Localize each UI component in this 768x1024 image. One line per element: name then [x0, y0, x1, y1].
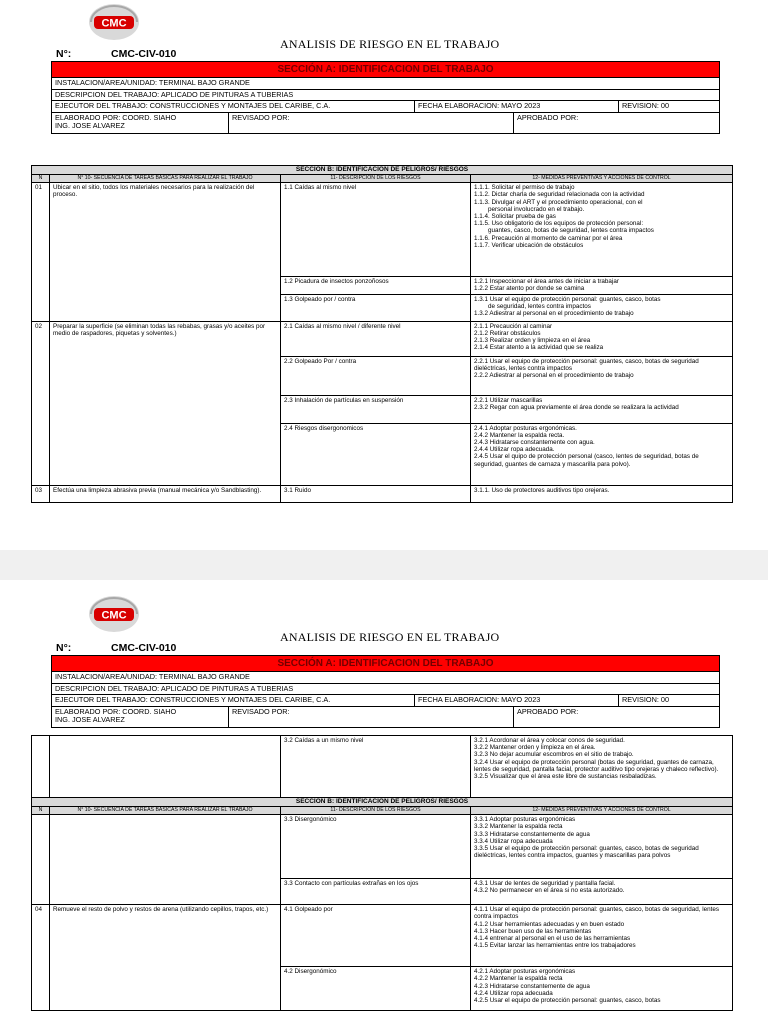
header-block — [51, 48, 720, 134]
col-measures: 12- MEDIDAS PREVENTIVAS Y ACCIONES DE CONTROL — [471, 175, 733, 183]
section-b-title: SECCION B: IDENTIFICACION DE PELIGROS/ RIESGOS — [32, 166, 733, 175]
prepared-by: ELABORADO POR: COORD. SIAHO ING. JOSE ALVAREZ — [52, 707, 229, 727]
signatures-row — [51, 113, 720, 134]
installation-text: INSTALACION/AREA/UNIDAD: TERMINAL BAJO GRANDE — [55, 672, 250, 681]
description-row — [51, 90, 720, 102]
row-number: 01 — [32, 183, 50, 321]
measures-list: 4.3.1 Usar de lentes de seguridad y pantalla facial. 4.3.2 No permanecer en el área si no esta autorizado. — [471, 879, 733, 905]
section-a-banner — [51, 655, 720, 672]
doc-number-value: CMC-CIV-010 — [111, 642, 177, 654]
cmc-logo-icon — [88, 595, 140, 633]
measures-list: 4.2.1 Adoptar posturas ergonómicas 4.2.2 Mantener la espalda recta 4.2.3 Hidratarse constantemente de agua 4.2.4 Utilizar ropa adecuada 4.2.5 Usar el equipo de protección personal: guantes, casco, botas — [471, 967, 733, 1011]
risk-table-1 — [31, 165, 733, 503]
executor-row — [51, 695, 720, 707]
risk-text: 4.1 Golpeado por — [281, 905, 471, 967]
table-row — [32, 321, 733, 356]
cmc-logo — [88, 595, 140, 633]
risk-text: 2.4 Riesgos disergonomicos — [281, 423, 471, 485]
doc-number-value: CMC-CIV-010 — [111, 48, 177, 60]
header-block — [51, 642, 720, 728]
risk-text: 1.1 Caídas al mismo nivel — [281, 183, 471, 277]
table-row — [32, 183, 733, 277]
section-b-row — [32, 798, 733, 807]
table-row — [32, 905, 733, 967]
doc-title: ANALISIS DE RIESGO EN EL TRABAJO — [280, 37, 500, 51]
measures-list: 2.2.1 Usar el equipo de protección personal: guantes, casco, botas de seguridad dieléctricas, lentes contra impactos 2.2.2 Adiestrar al personal en el procedimiento de trabajo — [471, 356, 733, 395]
description-text: DESCRIPCION DEL TRABAJO: APLICADO DE PINTURAS A TUBERIAS — [55, 683, 294, 693]
doc-title: ANALISIS DE RIESGO EN EL TRABAJO — [280, 630, 500, 644]
svg-text:CMC: CMC — [101, 609, 127, 622]
table-row — [32, 815, 733, 879]
col-tasks: N° 10- SECUENCIA DE TAREAS BÁSICAS PARA REALIZAR EL TRABAJO — [50, 175, 281, 183]
installation-text: INSTALACION/AREA/UNIDAD: TERMINAL BAJO GRANDE — [55, 78, 250, 87]
cmc-logo-icon — [88, 3, 140, 41]
section-a-banner — [51, 61, 720, 78]
measures-list: 4.1.1 Usar el equipo de protección personal: guantes, casco, botas de seguridad, lentes contra impactos 4.1.2 Usar herramientas adecuadas y en buen estado 4.1.3 Hacer buen uso de las herramientas 4.1.4 entrenar al personal en el uso de las herramientas 4.1.5 Evitar lanzar las herramientas entre los trabajadores — [471, 905, 733, 967]
description-text: DESCRIPCION DEL TRABAJO: APLICADO DE PINTURAS A TUBERIAS — [55, 89, 294, 99]
risk-text: 3.2 Caídas a un mismo nivel — [281, 736, 471, 798]
measures-list: 1.2.1 Inspeccionar el área antes de iniciar a trabajar 1.2.2 Estar atento por donde se camina — [471, 277, 733, 294]
table-row — [32, 485, 733, 502]
risk-text: 1.3 Golpeado por / contra — [281, 294, 471, 321]
task-text: Ubicar en el sitio, todos los materiales necesarios para la realización del proceso. — [50, 183, 281, 321]
risk-text: 4.2 Disergonómico — [281, 967, 471, 1011]
task-text: Preparar la superficie (se eliminan todas las rebabas, grasas y/o aceites por medio de raspadores, piquetas y solventes.) — [50, 321, 281, 485]
col-n: N — [32, 175, 50, 183]
section-a-title: SECCIÓN A: IDENTIFICACION DEL TRABAJO — [277, 64, 494, 75]
measures-list: 3.2.1 Acordonar el área y colocar conos de seguridad. 3.2.2 Mantener orden y limpieza en el área. 3.2.3 No dejar acumular escombros en el sitio de trabajo. 3.2.4 Usar el equipo de protección personal (botas de seguridad, guantes de carnaza, lentes de seguridad, pantalla facial, protector auditivo tipo orejeras y chaleco reflectivo). 3.2.5 Visualizar que el área este libre de sustancias resbaladizas. — [471, 736, 733, 798]
column-header-row — [32, 175, 733, 183]
row-number — [32, 736, 50, 798]
risk-text: 3.3 Contacto con partículas extrañas en los ojos — [281, 879, 471, 905]
svg-text:CMC: CMC — [101, 17, 127, 30]
executor-text: EJECUTOR DEL TRABAJO: CONSTRUCCIONES Y MONTAJES DEL CARIBE, C.A. — [52, 695, 415, 706]
measures-list: 2.2.1 Utilizar mascarillas 2.3.2 Regar con agua previamente el área donde se realizara la actividad — [471, 395, 733, 423]
installation-row — [51, 672, 720, 684]
col-risks: 11- DESCRIPCIÓN DE LOS RIESGOS — [281, 807, 471, 815]
section-a-title: SECCIÓN A: IDENTIFICACION DEL TRABAJO — [277, 658, 494, 669]
col-measures: 12- MEDIDAS PREVENTIVAS Y ACCIONES DE CONTROL — [471, 807, 733, 815]
task-text: Remueve el resto de polvo y restos de arena (utilizando cepillos, trapos, etc.) — [50, 905, 281, 1011]
measures-list: 1.1.1. Solicitar el permiso de trabajo 1.1.2. Dictar charla de seguridad relacionada con la actividad 1.1.3. Divulgar el ART y el procedimiento operacional, con el personal involucrado en el trabajo. 1.1.4. Solicitar prueba de gas 1.1.5. Uso obligatorio de los equipos de protección personal: guantes, casco, botas de seguridad, lentes contra impactos 1.1.6. Precaución al momento de caminar por el área 1.1.7. Verificar ubicación de obstáculos — [471, 183, 733, 277]
approved-by: APROBADO POR: — [517, 706, 579, 716]
cmc-logo — [88, 3, 140, 41]
task-text — [50, 736, 281, 798]
document-page-2 — [0, 580, 768, 1024]
row-number: 04 — [32, 905, 50, 1011]
section-b-title: SECCION B: IDENTIFICACION DE PELIGROS/ RIESGOS — [32, 798, 733, 807]
section-b-row — [32, 166, 733, 175]
table-row — [32, 736, 733, 798]
column-header-row — [32, 807, 733, 815]
risk-table-2 — [31, 735, 733, 1011]
row-number: 02 — [32, 321, 50, 485]
risk-text: 3.3 Disergonómico — [281, 815, 471, 879]
date-text: FECHA ELABORACION: MAYO 2023 — [415, 695, 619, 706]
prepared-by: ELABORADO POR: COORD. SIAHO ING. JOSE ALVAREZ — [52, 113, 229, 133]
col-n: N — [32, 807, 50, 815]
risk-text: 3.1 Ruido — [281, 485, 471, 502]
revision-text: REVISION: 00 — [622, 101, 670, 110]
signatures-row — [51, 707, 720, 728]
measures-list: 1.3.1 Usar el equipo de protección personal: guantes, casco, botas de seguridad, lentes contra impactos 1.3.2 Adiestrar al personal en el procedimiento de trabajo — [471, 294, 733, 321]
risk-text: 2.3 Inhalación de partículas en suspensión — [281, 395, 471, 423]
risk-text: 2.1 Caídas al mismo nivel / diferente nivel — [281, 321, 471, 356]
doc-number-row — [51, 48, 720, 61]
doc-number-label: N°: — [56, 642, 72, 654]
date-text: FECHA ELABORACION: MAYO 2023 — [415, 101, 619, 112]
approved-by: APROBADO POR: — [517, 112, 579, 122]
task-text: Efectúa una limpieza abrasiva previa (manual mecánica y/o Sandblasting). — [50, 485, 281, 502]
doc-number-row — [51, 642, 720, 655]
col-risks: 11- DESCRIPCIÓN DE LOS RIESGOS — [281, 175, 471, 183]
row-number: 03 — [32, 485, 50, 502]
measures-list: 2.4.1 Adoptar posturas ergonómicas. 2.4.2 Mantener la espalda recta. 2.4.3 Hidratarse constantemente con agua. 2.4.4 Utilizar ropa adecuada. 2.4.5 Usar el quipo de protección personal (casco, lentes de seguridad, botas de seguridad, guantes de carnaza y mascarilla para polvo). — [471, 423, 733, 485]
revision-text: REVISION: 00 — [622, 695, 670, 704]
doc-number-label: N°: — [56, 48, 72, 60]
measures-list: 3.1.1. Uso de protectores auditivos tipo orejeras. — [471, 485, 733, 502]
installation-row — [51, 78, 720, 90]
task-text — [50, 815, 281, 905]
executor-text: EJECUTOR DEL TRABAJO: CONSTRUCCIONES Y MONTAJES DEL CARIBE, C.A. — [52, 101, 415, 112]
risk-text: 2.2 Golpeado Por / contra — [281, 356, 471, 395]
reviewed-by: REVISADO POR: — [229, 707, 514, 727]
col-tasks: N° 10- SECUENCIA DE TAREAS BÁSICAS PARA REALIZAR EL TRABAJO — [50, 807, 281, 815]
reviewed-by: REVISADO POR: — [229, 113, 514, 133]
measures-list: 3.3.1 Adoptar posturas ergonómicas 3.3.2 Mantener la espalda recta 3.3.3 Hidratarse constantemente de agua 3.3.4 Utilizar ropa adecuada 3.3.5 Usar el equipo de protección personal: guantes, casco, botas de seguridad dieléctricas, lentes contra impactos, guantes y mascarillas para polvos — [471, 815, 733, 879]
description-row — [51, 684, 720, 696]
risk-text: 1.2 Picadura de insectos ponzoñosos — [281, 277, 471, 294]
row-number — [32, 815, 50, 905]
executor-row — [51, 101, 720, 113]
measures-list: 2.1.1 Precaución al caminar 2.1.2 Retirar obstáculos 2.1.3 Realizar orden y limpieza en el área 2.1.4 Estar atento a la actividad que se realiza — [471, 321, 733, 356]
